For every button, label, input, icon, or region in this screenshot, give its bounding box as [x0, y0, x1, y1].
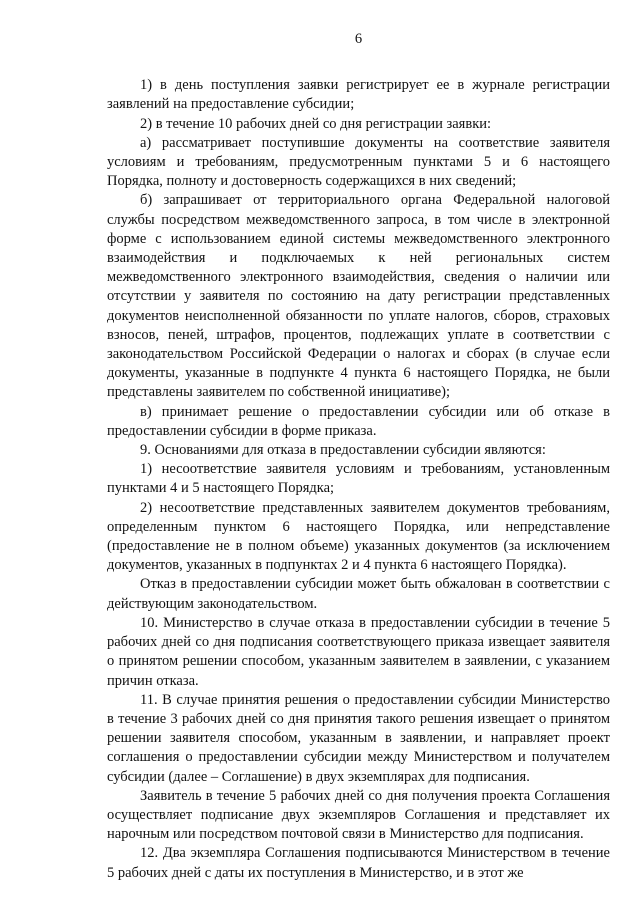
paragraph-11: 11. В случае принятия решения о предоставлении субсидии Министерство в течение 3 рабочих дней со дня принятия такого решения извещает о принятом решении заявителя способом, указанным в заявлении, и направляет проект соглашения о предоставлении субсидии между Министерством и получателем субсидии (далее – Соглашение) в двух экземплярах для подписания.	[107, 691, 610, 785]
paragraph-1: 1) в день поступления заявки регистрирует ее в журнале регистрации заявлений на предоставление субсидии;	[107, 77, 610, 113]
paragraph-4: б) запрашивает от территориального органа Федеральной налоговой службы посредством межведомственного запроса, в том числе в электронной форме с использованием единой системы межведомственного электронного взаимодействия и подключаемых к ней региональных систем межведомственного электронного взаимодействия, сведения о наличии или отсутствии у заявителя по состоянию на дату регистрации представленных документов неисполненной обязанности по уплате налогов, сборов, страховых взносов, пеней, штрафов, процентов, подлежащих уплате в соответствии с законодательством Российской Федерации о налогах и сборах (в случае если документы, указанные в подпункте 4 пункта 6 настоящего Порядка, не были представлены заявителем по собственной инициативе);	[107, 192, 610, 401]
page-number: 6	[354, 31, 363, 47]
paragraph-10: 10. Министерство в случае отказа в предоставлении субсидии в течение 5 рабочих дней со дня подписания соответствующего приказа извещает заявителя о принятом решении способом, указанным заявителем в заявлении, с указанием причин отказа.	[107, 614, 610, 689]
paragraph-6: 9. Основаниями для отказа в предоставлении субсидии являются:	[140, 442, 546, 459]
paragraph-3: а) рассматривает поступившие документы на соответствие заявителя условиям и требованиям, предусмотренным пунктами 5 и 6 настоящего Порядка, полноту и достоверность содержащихся в них сведений;	[107, 134, 610, 190]
paragraph-2: 2) в течение 10 рабочих дней со дня регистрации заявки:	[140, 115, 492, 132]
paragraph-13: 12. Два экземпляра Соглашения подписываются Министерством в течение 5 рабочих дней с даты их поступления в Министерство, и в этот же	[107, 845, 610, 881]
paragraph-8: 2) несоответствие представленных заявителем документов требованиям, определенным пунктом 6 настоящего Порядка, или непредставление (предоставление не в полном объеме) указанных документов (за исключением документов, указанных в подпунктах 2 и 4 пункта 6 настоящего Порядка).	[107, 499, 610, 574]
paragraph-7: 1) несоответствие заявителя условиям и требованиям, установленным пунктами 4 и 5 настоящего Порядка;	[107, 461, 610, 497]
paragraph-9: Отказ в предоставлении субсидии может быть обжалован в соответствии с действующим законодательством.	[107, 576, 610, 612]
paragraph-5: в) принимает решение о предоставлении субсидии или об отказе в предоставлении субсидии в форме приказа.	[107, 403, 610, 439]
paragraph-12: Заявитель в течение 5 рабочих дней со дня получения проекта Соглашения осуществляет подписание двух экземпляров Соглашения и представляет их нарочным или посредством почтовой связи в Министерство для подписания.	[107, 787, 610, 843]
